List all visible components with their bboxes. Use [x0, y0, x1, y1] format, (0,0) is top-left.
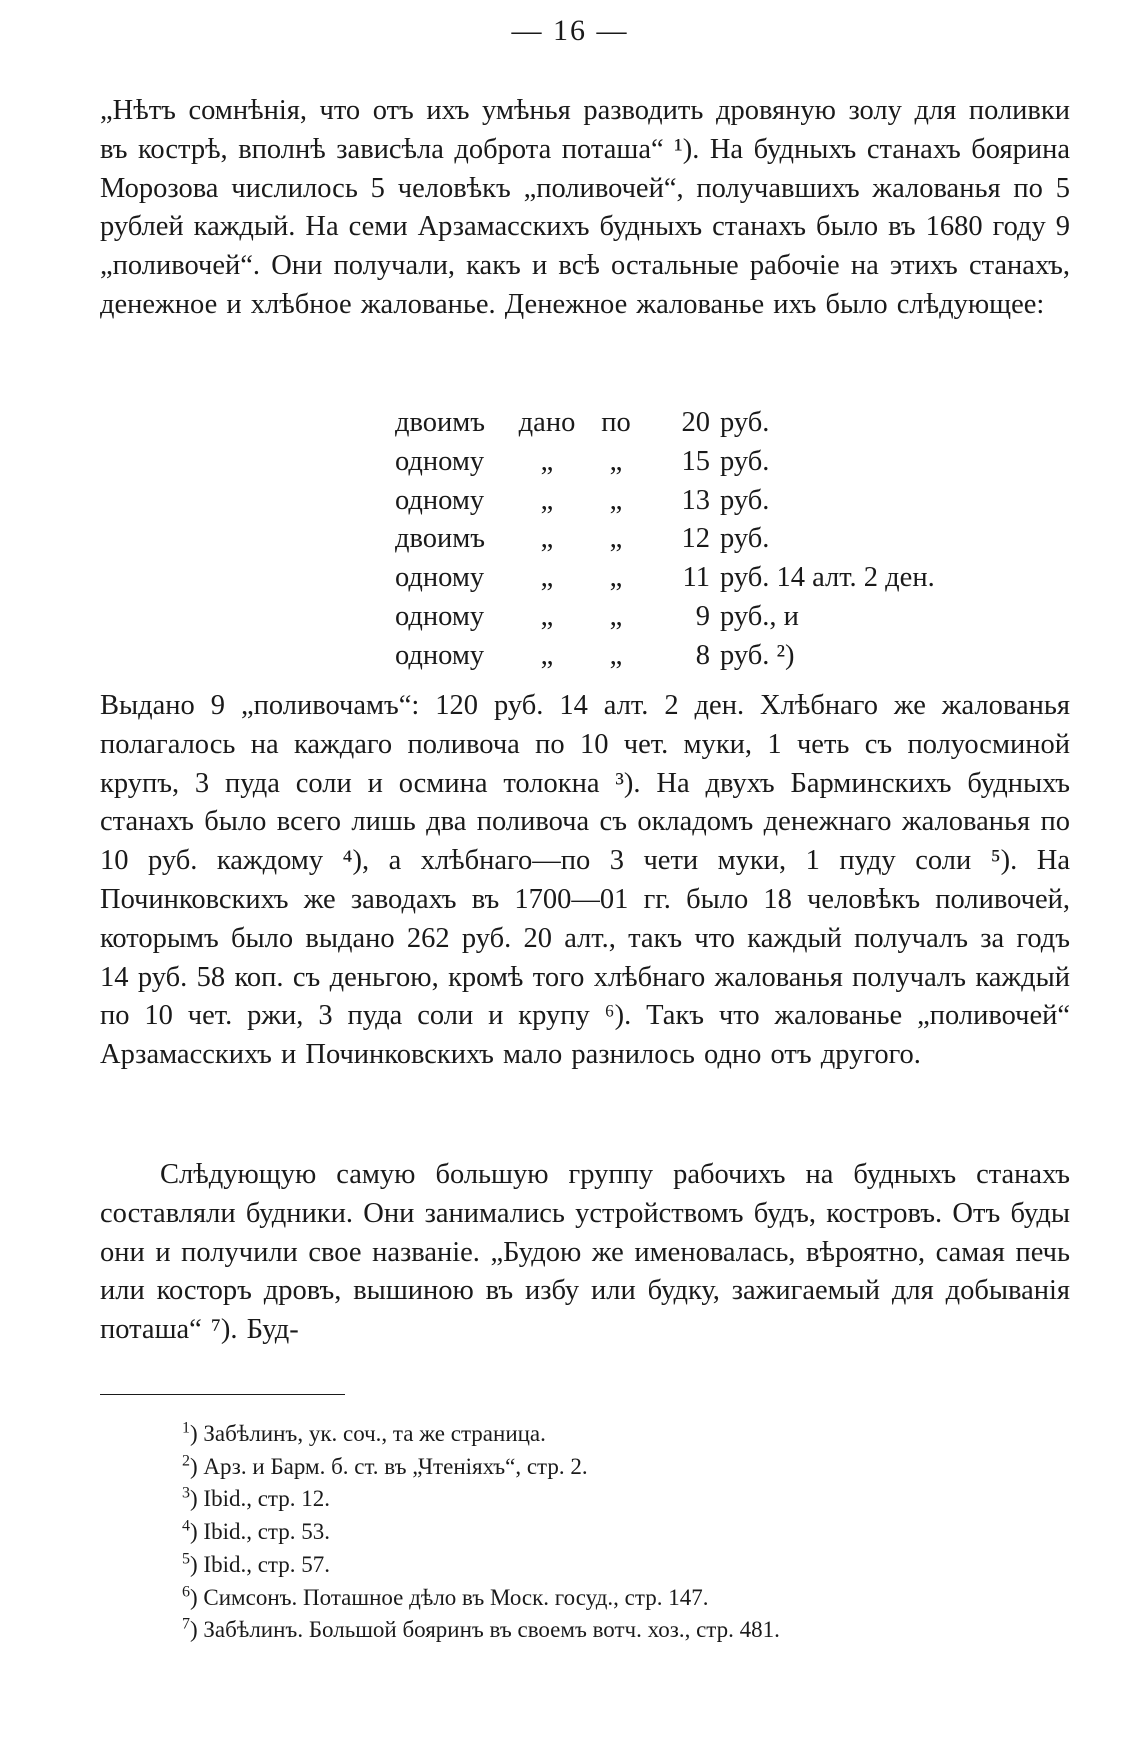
footnote	[182, 1418, 780, 1451]
footnote-text: ) Забѣлинъ. Большой бояринъ въ своемъ вотч. хоз., стр. 481.	[190, 1617, 780, 1643]
footnote-text: ) Ibid., стр. 12.	[190, 1486, 330, 1512]
salary-table	[395, 404, 935, 676]
footnote-mark: 6	[182, 1582, 190, 1600]
salary-row	[395, 598, 935, 637]
footnote-text: ) Арз. и Барм. б. ст. въ „Чтеніяхъ“, стр. 2.	[190, 1453, 588, 1479]
salary-given: „	[540, 484, 554, 516]
salary-amount: 13	[681, 484, 710, 516]
footnote	[182, 1451, 780, 1484]
salary-recipient: двоимъ	[395, 523, 486, 555]
salary-per: „	[609, 600, 623, 632]
salary-given: „	[540, 600, 554, 632]
footnote-mark: 4	[182, 1517, 190, 1535]
footnote	[182, 1516, 780, 1549]
salary-amount: 9	[695, 600, 710, 632]
salary-given: „	[540, 562, 554, 594]
footnote	[182, 1582, 780, 1615]
salary-unit: руб. ²)	[720, 639, 795, 671]
salary-row	[395, 637, 935, 676]
salary-amount: 8	[695, 639, 710, 671]
salary-given: „	[540, 445, 554, 477]
footnote-mark: 3	[182, 1484, 190, 1502]
footnote-mark: 1	[182, 1419, 190, 1437]
salary-unit: руб.	[720, 484, 770, 516]
footnote-text: ) Симсонъ. Поташное дѣло въ Моск. госуд., стр. 147.	[190, 1584, 709, 1610]
salary-per: „	[609, 562, 623, 594]
salary-recipient: двоимъ	[395, 407, 486, 438]
salary-recipient: одному	[395, 562, 485, 594]
salary-given: дано	[518, 407, 576, 438]
salary-row	[395, 520, 935, 559]
footnotes	[182, 1418, 780, 1647]
paragraph-budniki: Слѣдующую самую большую группу рабочихъ на будныхъ станахъ составляли будники. Они занимались устройствомъ будъ, костровъ. Отъ буды они и получили свое названіе. „Будою же именовалась, вѣроятно, самая печь или косторъ дровъ, вышиною въ избу или будку, зажигаемый для добыванія поташа“ ⁷). Буд-	[100, 1159, 1070, 1346]
footnote	[182, 1549, 780, 1582]
footnote	[182, 1614, 780, 1647]
salary-unit: руб., и	[720, 600, 799, 632]
footnote-mark: 2	[182, 1452, 190, 1470]
salary-per: „	[609, 445, 623, 477]
salary-unit: руб.	[720, 523, 770, 555]
page-number: — 16 —	[511, 14, 629, 47]
footnote-text: ) Ibid., стр. 57.	[190, 1551, 330, 1577]
footnote-text: ) Забѣлинъ, ук. соч., та же страница.	[190, 1421, 546, 1446]
salary-amount: 11	[682, 562, 710, 594]
salary-unit: руб. 14 алт. 2 ден.	[720, 562, 935, 594]
salary-row	[395, 559, 935, 598]
salary-amount: 20	[681, 407, 710, 438]
salary-recipient: одному	[395, 484, 485, 516]
salary-unit: руб.	[720, 407, 770, 438]
salary-per: по	[601, 407, 631, 438]
salary-row	[395, 404, 935, 443]
salary-amount: 15	[681, 445, 710, 477]
salary-row	[395, 482, 935, 521]
salary-per: „	[609, 639, 623, 671]
footnote	[182, 1483, 780, 1516]
salary-per: „	[609, 523, 623, 555]
footnote-text: ) Ibid., стр. 53.	[190, 1519, 330, 1545]
salary-recipient: одному	[395, 600, 485, 632]
paragraph-poliva-intro: „Нѣтъ сомнѣнія, что отъ ихъ умѣнья разводить дровяную золу для поливки въ кострѣ, вполнѣ зависѣла доброта поташа“ ¹). На будныхъ станахъ боярина Морозова числилось 5 человѣкъ „поливочей“, получавшихъ жалованья по 5 рублей каждый. На семи Арзамасскихъ будныхъ станахъ было въ 1680 году 9 „поливочей“. Они получали, какъ и всѣ остальные рабочіе на этихъ станахъ, денежное и хлѣбное жалованье. Денежное жалованье ихъ было слѣдующее:	[100, 95, 1070, 320]
paragraph-poliva-wages: Выдано 9 „поливочамъ“: 120 руб. 14 алт. 2 ден. Хлѣбнаго же жалованья полагалось на каждаго поливоча по 10 чет. муки, 1 четь съ полуосминой крупъ, 3 пуда соли и осмина толокна ³). На двухъ Барминскихъ будныхъ станахъ было всего лишь два поливоча съ окладомъ денежнаго жалованья по 10 руб. каждому ⁴), а хлѣбнаго—по 3 чети муки, 1 пуду соли ⁵). На Починковскихъ же заводахъ въ 1700—01 гг. было 18 человѣкъ поливочей, которымъ было выдано 262 руб. 20 алт., такъ что каждый получалъ за годъ 14 руб. 58 коп. съ деньгою, кромѣ того хлѣбнаго жалованья получалъ каждый по 10 чет. ржи, 3 пуда соли и крупу ⁶). Такъ что жалованье „поливочей“ Арзамасскихъ и Починковскихъ мало разнилось одно отъ другого.	[100, 690, 1070, 1071]
footnote-mark: 5	[182, 1550, 190, 1568]
salary-recipient: одному	[395, 445, 485, 477]
footnote-mark: 7	[182, 1615, 190, 1633]
salary-given: „	[540, 639, 554, 671]
salary-given: „	[540, 523, 554, 555]
salary-row	[395, 443, 935, 482]
salary-unit: руб.	[720, 445, 770, 477]
salary-amount: 12	[681, 523, 710, 555]
salary-per: „	[609, 484, 623, 516]
salary-recipient: одному	[395, 639, 485, 671]
footnote-divider	[100, 1394, 345, 1395]
